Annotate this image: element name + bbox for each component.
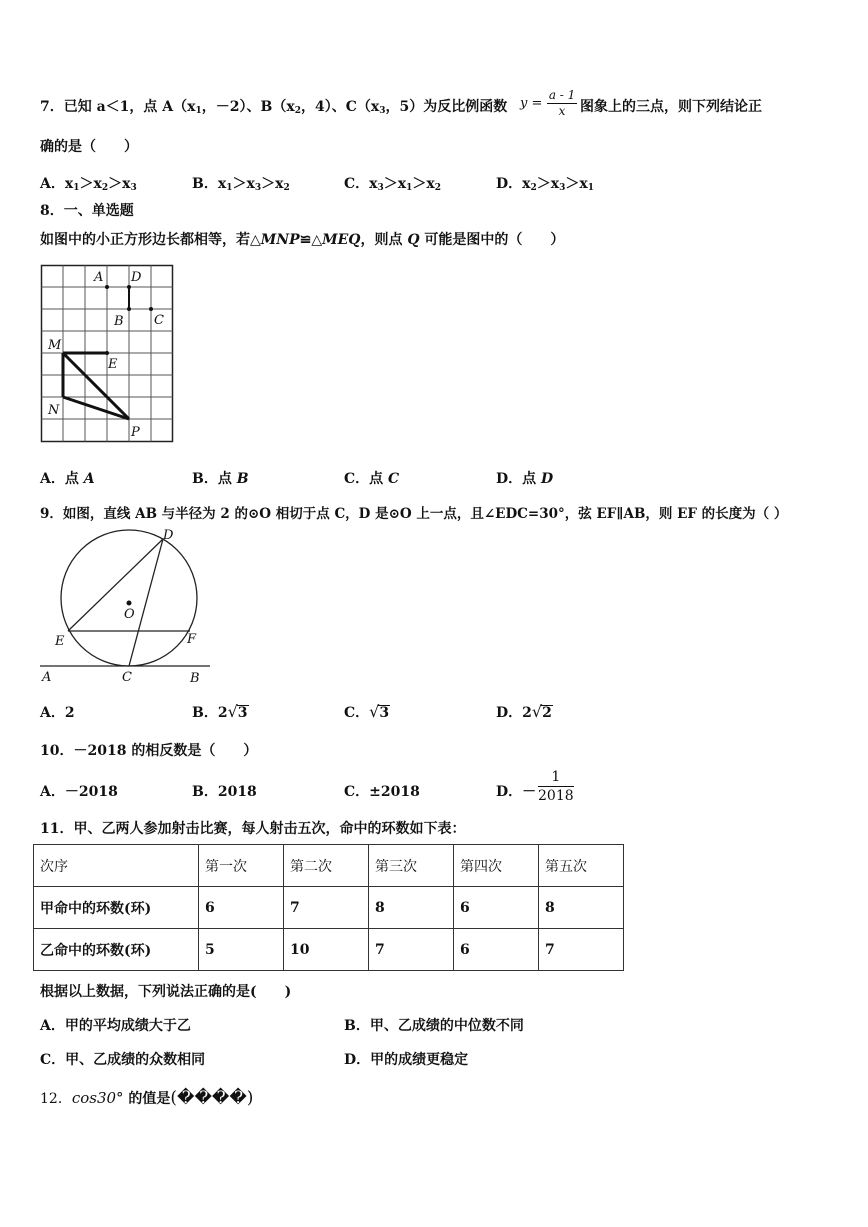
q8-label-a: A <box>94 270 104 285</box>
q7-denominator: x <box>558 104 566 118</box>
q8-option-c[interactable]: C．点 C <box>344 471 400 487</box>
q8-option-d[interactable]: D．点 D <box>496 471 554 487</box>
q8-option-b[interactable]: B．点 B <box>192 471 249 487</box>
q11-option-d[interactable]: D．甲的成绩更稳定 <box>344 1052 469 1068</box>
table-header-cell: 第三次 <box>369 845 454 887</box>
q7-line2: 确的是（ ） <box>40 139 138 155</box>
table-cell: 7 <box>369 929 454 971</box>
q11-option-b[interactable]: B．甲、乙成绩的中位数不同 <box>344 1018 524 1034</box>
q8-label-m: M <box>48 338 62 353</box>
table-cell: 8 <box>539 887 624 929</box>
q8-label-n: N <box>48 403 60 418</box>
table-cell: 7 <box>284 887 369 929</box>
table-cell: 8 <box>369 887 454 929</box>
q11-option-c[interactable]: C．甲、乙成绩的众数相同 <box>40 1052 206 1068</box>
q9-label-a: A <box>42 670 52 685</box>
q9-chord-ed <box>68 539 163 631</box>
q9-label-e: E <box>55 634 65 649</box>
table-header-cell: 第四次 <box>454 845 539 887</box>
q9-circle-figure <box>38 525 214 687</box>
q9-stem: 9．如图，直线 AB 与半径为 2 的⊙O 相切于点 C，D 是⊙O 上一点，且∠EDC=30°，弦 EF∥AB，则 EF 的长度为（ ） <box>40 506 788 522</box>
q9-option-c[interactable]: C．√3 <box>344 702 390 721</box>
q7-text-c: ，4）、C（x <box>300 99 380 115</box>
q7-sub3: 3 <box>379 106 386 116</box>
table-header-cell: 次序 <box>34 845 199 887</box>
q9-label-b: B <box>190 671 200 686</box>
table-row <box>34 887 624 929</box>
q9-label-c: C <box>122 670 132 685</box>
q10-d-denominator: 2018 <box>538 788 574 804</box>
q9-chord-dc <box>129 539 163 666</box>
q7-y-equals: y = <box>520 96 543 111</box>
q12-stem <box>40 1088 253 1108</box>
q7-text-a: 7．已知 a＜1，点 A（x <box>40 99 196 115</box>
q10-option-a[interactable]: A．－2018 <box>40 784 118 800</box>
q12-expression: cos30° <box>71 1089 124 1107</box>
q7-text-d: ，5）为反比例函数 <box>385 99 508 115</box>
q9-option-b[interactable]: B．2√3 <box>192 702 248 721</box>
table-cell: 6 <box>199 887 284 929</box>
q10-option-d[interactable]: D．－ <box>496 784 537 800</box>
q7-option-a[interactable]: A．$x_1>x_2>x_3$ <box>40 176 137 193</box>
q12-text: 的值是 <box>123 1091 171 1107</box>
q9-label-d: D <box>163 528 174 543</box>
table-header-cell: 第一次 <box>199 845 284 887</box>
q12-number: 12． <box>40 1091 72 1107</box>
q10-d-numerator: 1 <box>538 768 574 787</box>
q8-label-p: P <box>131 425 140 440</box>
table-row-label: 甲命中的环数(环) <box>34 887 199 929</box>
q8-label-d: D <box>131 270 142 285</box>
q7-function <box>520 88 577 119</box>
table-cell: 6 <box>454 929 539 971</box>
q8-option-a[interactable]: A．点 A <box>40 471 95 487</box>
q7-line1 <box>40 96 507 116</box>
q8-header: 8．一、单选题 <box>40 203 134 219</box>
q11-option-a[interactable]: A．甲的平均成绩大于乙 <box>40 1018 191 1034</box>
q10-option-c[interactable]: C．±2018 <box>344 784 420 800</box>
table-row <box>34 929 624 971</box>
q7-fraction <box>547 88 577 119</box>
q10-option-d-fraction <box>538 768 574 805</box>
q7-option-d[interactable]: D．$x_2>x_3>x_1$ <box>496 176 595 193</box>
q7-line1-end: 图象上的三点，则下列结论正 <box>580 99 762 115</box>
q7-option-c[interactable]: C．$x_3>x_1>x_2$ <box>344 176 442 193</box>
q9-label-o: O <box>124 607 135 622</box>
q8-grid-figure <box>40 264 174 444</box>
table-cell: 10 <box>284 929 369 971</box>
q12-garbled-parens: (����) <box>170 1088 254 1108</box>
q11-question: 根据以上数据，下列说法正确的是( ) <box>40 984 292 1000</box>
q7-text-b: ，－2）、B（x <box>201 99 295 115</box>
q7-sub2: 2 <box>294 106 301 116</box>
q11-stem: 11．甲、乙两人参加射击比赛，每人射击五次，命中的环数如下表： <box>40 821 466 837</box>
q7-option-b[interactable]: B．$x_1>x_3>x_2$ <box>192 176 290 193</box>
table-row-label: 乙命中的环数(环) <box>34 929 199 971</box>
q9-option-a[interactable]: A．2 <box>40 705 75 721</box>
table-header-row <box>34 845 624 887</box>
q8-label-b: B <box>114 314 124 329</box>
q8-stem: 如图中的小正方形边长都相等，若△MNP≌△MEQ，则点 Q 可能是图中的（ ） <box>40 232 565 248</box>
table-header-cell: 第五次 <box>539 845 624 887</box>
q9-option-d[interactable]: D．2√2 <box>496 702 552 721</box>
q9-center-point <box>127 601 132 606</box>
q7-sub1: 1 <box>195 106 202 116</box>
q11-score-table <box>33 844 624 971</box>
q8-label-c: C <box>154 313 164 328</box>
table-cell: 7 <box>539 929 624 971</box>
table-cell: 6 <box>454 887 539 929</box>
q10-option-b[interactable]: B．2018 <box>192 784 257 800</box>
q8-triangles <box>63 353 129 419</box>
q7-numerator: a - 1 <box>548 88 576 102</box>
q8-label-e: E <box>108 357 118 372</box>
table-header-cell: 第二次 <box>284 845 369 887</box>
q9-label-f: F <box>187 632 197 647</box>
table-cell: 5 <box>199 929 284 971</box>
q10-stem: 10．－2018 的相反数是（ ） <box>40 743 258 759</box>
q9-circle-o <box>61 530 197 666</box>
